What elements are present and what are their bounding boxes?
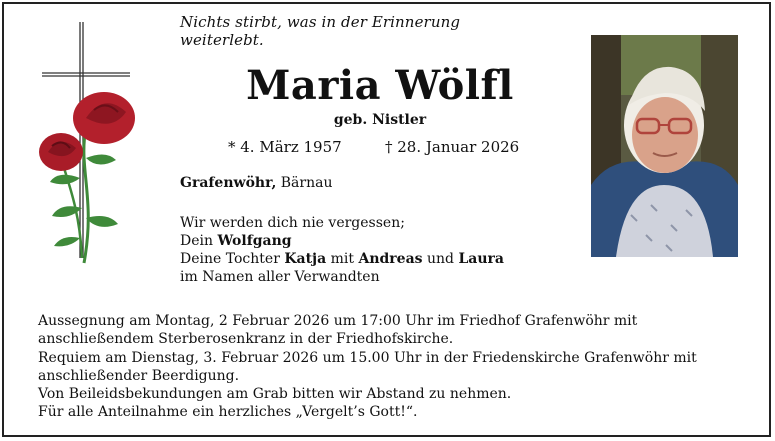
service-line: Requiem am Dienstag, 3. Februar 2026 um 15.00 Uhr in der Friedenskirche Grafenwöhr mit [38, 349, 697, 366]
motto: Nichts stirbt, was in der Erinnerung weiterlebt. [180, 13, 461, 49]
family-line-2-prefix: Dein [180, 233, 218, 249]
daughter-name: Katja [284, 251, 327, 267]
family-line-3-prefix: Deine Tochter [180, 251, 285, 267]
family-line-3 [180, 250, 504, 268]
birth-date: * 4. März 1957 [228, 138, 342, 156]
service-line: anschließender Beerdigung. [38, 367, 240, 384]
service-announcement [38, 312, 728, 422]
service-line: Für alle Anteilnahme ein herzliches „Vergelt’s Gott!“. [38, 404, 418, 421]
service-line: anschließendem Sterberosenkranz in der Friedhofskirche. [38, 331, 454, 348]
place-primary: Grafenwöhr, [180, 175, 277, 191]
family-line-2 [180, 232, 504, 250]
maiden-name: geb. Nistler [333, 112, 427, 128]
family-line-3-mid1: mit [326, 251, 359, 267]
family-line-1: Wir werden dich nie vergessen; [180, 215, 405, 231]
husband-name: Wolfgang [217, 233, 292, 249]
family-signatures [180, 214, 504, 286]
portrait-photo [591, 35, 738, 257]
place-line [180, 175, 332, 191]
cross-with-roses-icon [36, 18, 146, 270]
place-secondary: Bärnau [280, 175, 333, 191]
son-in-law-name: Andreas [358, 251, 423, 267]
family-line-4: im Namen aller Verwandten [180, 269, 380, 285]
death-date: † 28. Januar 2026 [385, 138, 520, 156]
deceased-name: Maria Wölfl [246, 62, 514, 109]
family-line-3-mid2: und [422, 251, 459, 267]
service-line: Aussegnung am Montag, 2 Februar 2026 um 17:00 Uhr im Friedhof Grafenwöhr mit [38, 313, 638, 329]
rose-icon [39, 92, 135, 263]
grandchild-name: Laura [458, 251, 504, 267]
service-line: Von Beileidsbekundungen am Grab bitten wir Abstand zu nehmen. [38, 386, 512, 403]
